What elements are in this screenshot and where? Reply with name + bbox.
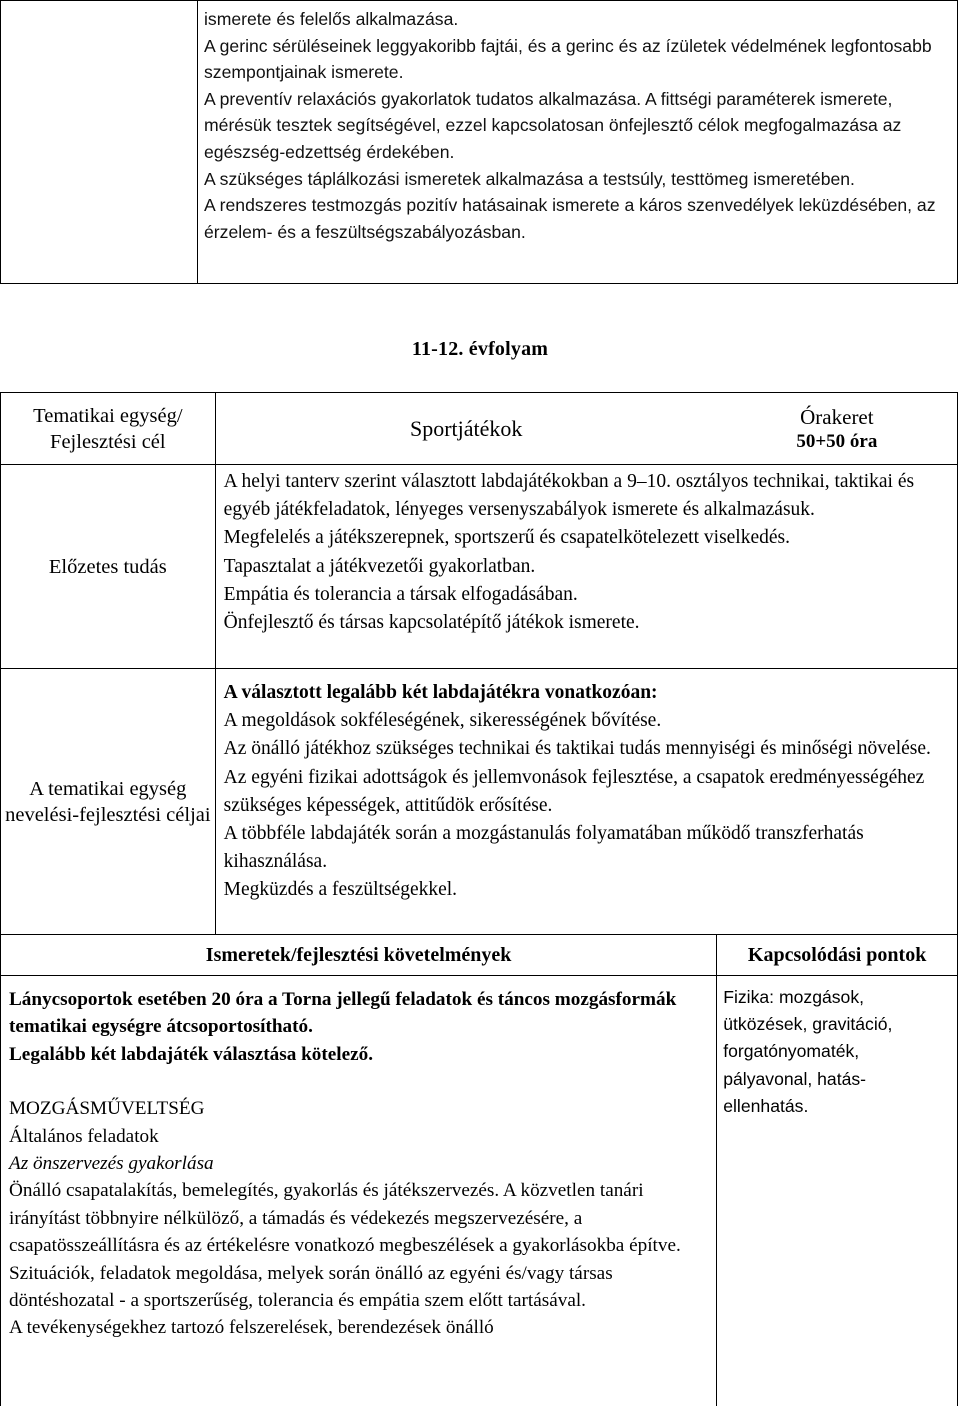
requirements-note: Legalább két labdajáték választása kötelező. — [9, 1043, 374, 1065]
prior-knowledge-label: Előzetes tudás — [1, 465, 216, 669]
goals-heading: A választott legalább két labdajátékra vonatkozóan: — [223, 682, 658, 703]
goals-label: A tematikai egység nevelési-fejlesztési céljai — [1, 669, 216, 935]
requirements-header-row — [1, 935, 958, 976]
header-row — [1, 393, 958, 465]
prior-knowledge-line: A helyi tanterv szerint választott labdajátékokban a 9–10. osztályos technikai, taktikai és egyéb játékfeladatok, lényeges versenyszabályok ismerete és alkalmazásuk. — [223, 471, 915, 521]
prior-knowledge-content — [215, 465, 957, 669]
connections-content: Fizika: mozgások, ütközések, gravitáció, forgatónyomaték, pályavonal, hatás-ellenhatás. — [717, 976, 958, 1406]
prior-knowledge-line: Empátia és tolerancia a társak elfogadásában. — [223, 583, 578, 605]
goals-line: Az önálló játékhoz szükséges technikai és taktikai tudás mennyiségi és minőségi növelése. — [223, 738, 931, 760]
requirements-category: MOZGÁSMŰVELTSÉG — [9, 1098, 205, 1120]
requirements-last-line: A tevékenységekhez tartozó felszerelések, berendezések önálló — [9, 1317, 494, 1339]
previous-line: A szükséges táplálkozási ismeretek alkalmazása a testsúly, testtömeg ismeretében. — [204, 168, 855, 189]
requirements-content — [1, 976, 717, 1406]
previous-section-table — [0, 0, 958, 284]
previous-line: ismerete és felelős alkalmazása. — [204, 9, 459, 29]
requirements-topic-title: Az önszervezés gyakorlása — [9, 1153, 214, 1175]
time-frame-value: 50+50 óra — [796, 430, 878, 452]
unit-label-cell: Tematikai egység/ Fejlesztési cél — [1, 393, 216, 465]
requirements-heading: Ismeretek/fejlesztési követelmények — [1, 935, 717, 976]
goals-content — [215, 669, 957, 935]
time-frame-cell — [717, 393, 958, 465]
prior-knowledge-line: Megfelelés a játékszerepnek, sportszerű és csapatelkötelezett viselkedés. — [223, 527, 791, 549]
goals-line: A többféle labdajáték során a mozgástanulás folyamatában működő transzferhatás kihasználása. — [223, 823, 864, 873]
goals-line: Megküzdés a feszültségekkel. — [223, 879, 458, 901]
requirements-paragraph: Önálló csapatalakítás, bemelegítés, gyakorlás és játékszervezés. A közvetlen tanári irányítást többnyire nélkülöző, a támadás és védekezés megszervezésére, a csapatösszeállításra és az értékelésre vonatkozó megbeszélések a gyakorlásokba építve. Szituációk, feladatok megoldása, melyek során önálló az egyéni és/vagy társas döntéshozatal - a sportszerűség, tolerancia és empátia szem előtt tartásával. — [9, 1180, 681, 1312]
goals-row — [1, 669, 958, 935]
prior-knowledge-line: Önfejlesztő és társas kapcsolatépítő játékok ismerete. — [223, 612, 640, 634]
requirements-subcategory: Általános feladatok — [9, 1125, 159, 1147]
previous-line: A rendszeres testmozgás pozitív hatásainak ismerete a káros szenvedélyek leküzdésében, az érzelem- és a feszültségszabályozásban. — [204, 195, 936, 242]
time-frame-label: Órakeret — [800, 404, 874, 429]
previous-section-text-cell — [198, 1, 958, 284]
spacer — [9, 1068, 710, 1095]
requirements-row — [1, 976, 958, 1406]
grade-heading: 11-12. évfolyam — [411, 338, 549, 360]
curriculum-table — [0, 392, 958, 1406]
unit-title: Sportjátékok — [215, 393, 717, 465]
previous-line: A preventív relaxációs gyakorlatok tudatos alkalmazása. A fittségi paraméterek ismerete, mérésük tesztek segítségével, ezzel kapcsolatosan önfejlesztő célok megfogalmazása az egészség-edzettség érdekében. — [204, 88, 902, 162]
connections-heading: Kapcsolódási pontok — [717, 935, 958, 976]
prior-knowledge-row — [1, 465, 958, 669]
requirements-note: Lánycsoportok esetében 20 óra a Torna jellegű feladatok és táncos mozgásformák tematikai egységre átcsoportosítható. — [9, 989, 677, 1038]
goals-line: A megoldások sokféleségének, sikerességének bővítése. — [223, 710, 662, 732]
prior-knowledge-line: Tapasztalat a játékvezetői gyakorlatban. — [223, 555, 536, 577]
previous-section-label-cell — [1, 1, 198, 284]
goals-line: Az egyéni fizikai adottságok és jellemvonások fejlesztése, a csapatok eredményességéhez szükséges képességek, attitűdök erősítése. — [223, 766, 925, 816]
previous-line: A gerinc sérüléseinek leggyakoribb fajtái, és a gerinc és az ízületek védelmének legfontosabb szempontjainak ismerete. — [204, 35, 932, 83]
